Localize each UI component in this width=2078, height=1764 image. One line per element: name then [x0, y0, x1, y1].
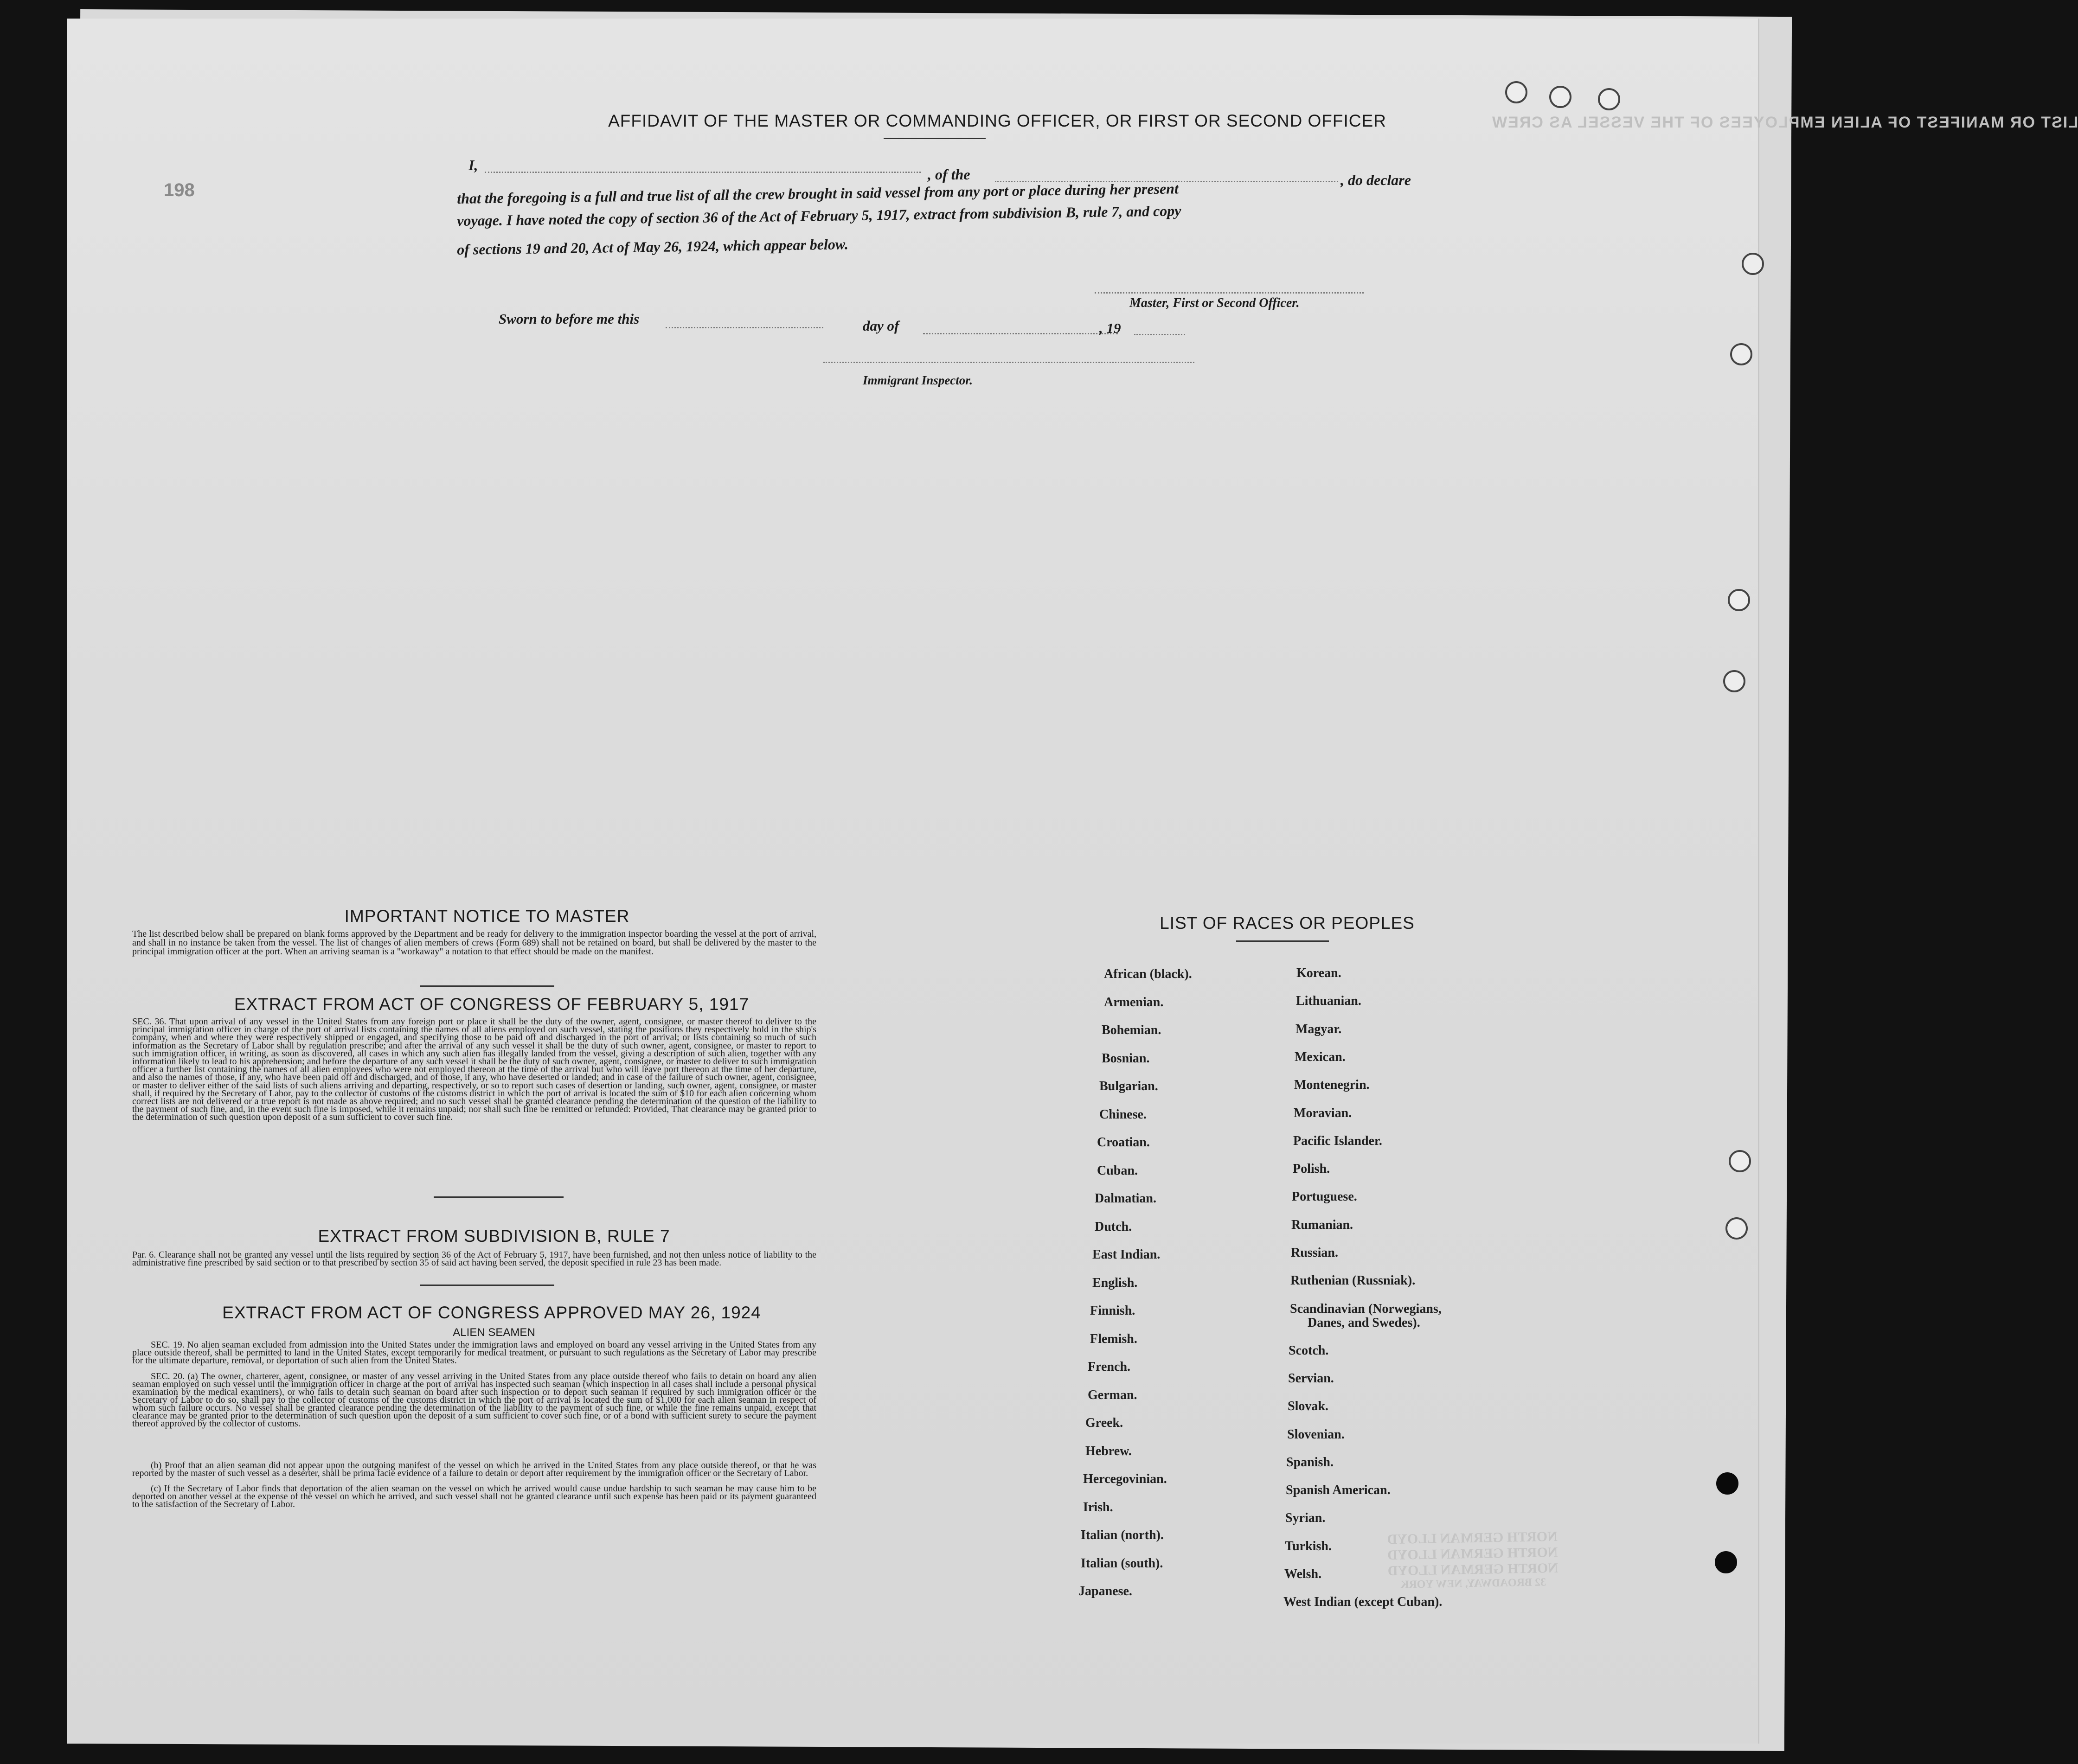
- subdivision-b-title: EXTRACT FROM SUBDIVISION B, RULE 7: [318, 1227, 670, 1246]
- show-through-heading: LIST OR MANIFEST OF ALIEN EMPLOYEES OF THE VESSEL AS CREW: [1491, 114, 2078, 131]
- sworn-month-line[interactable]: [923, 333, 1118, 334]
- document-page: [67, 19, 2078, 1744]
- notice-text: The list described below shall be prepared on blank forms approved by the Department and be ready for delivery to the immigration inspector boarding the vessel at the port of arrival, and shall in no instance be taken from the vessel. The list of changes of alien members of crews (Form 689) shall not be retained on board, but shall be delivered by the master to the principal immigration officer at the port. When an arriving seaman is a "workaway" a notation to that effect should be made on the manifest.: [132, 929, 816, 957]
- section-20b-text: (b) Proof that an alien seaman did not appear upon the outgoing manifest of the vessel on which he arrived in the United States from any place outside thereof, or that he was reported by the master of such vessel as a deserter, shall be prima facie evidence of a failure to detain or deport after requirement by the immigration officer or the Secretary of Labor.: [132, 1460, 816, 1478]
- race-item-left: Finnish.: [1090, 1304, 1135, 1318]
- inspector-signature-line[interactable]: [823, 362, 1194, 363]
- year-prefix: , 19: [1099, 320, 1121, 336]
- punch-hole-4: [1742, 253, 1764, 275]
- master-name-line[interactable]: [485, 172, 921, 173]
- stamp-line-4: 32 BROADWAY, NEW YORK: [1400, 1576, 1546, 1591]
- race-item-left: Japanese.: [1078, 1584, 1132, 1598]
- race-item-right: Slovak.: [1288, 1399, 1328, 1414]
- punch-hole-3: [1598, 88, 1620, 110]
- punch-hole-10: [1716, 1472, 1738, 1495]
- race-item-right: Lithuanian.: [1296, 994, 1361, 1009]
- sworn-before-label: Sworn to before me this: [499, 311, 640, 327]
- race-item-right: Danes, and Swedes).: [1308, 1315, 1420, 1330]
- race-item-left: African (black).: [1104, 967, 1192, 981]
- races-title: LIST OF RACES OR PEOPLES: [1160, 914, 1415, 933]
- alien-seamen-subtitle: ALIEN SEAMEN: [453, 1326, 535, 1339]
- affidavit-line-4: of sections 19 and 20, Act of May 26, 1924, which appear below.: [457, 236, 849, 258]
- section-20a-text: SEC. 20. (a) The owner, charterer, agent, consignee, or master of any vessel arriving in the United States from any place outside thereof who fails to detain on board any alien seaman employed on such vessel until the immigration officer in charge at the port of arrival has inspected such seaman (which inspection in all cases shall include a personal physical examination by the medical examiners), or who fails to detain such seaman on board after such inspection or to deport such seaman if required by such immigration officer or the Secretary of Labor to do so, shall pay to the collector of customs of the customs district in which the port of arrival is located the sum of $1,000 for each alien seaman in respect of whom such failure occurs. No vessel shall be granted clearance pending the determination of the liability to the payment of such fine, or while the fine remains unpaid, except that clearance may be granted prior to the determination of such question upon the deposit of a sum sufficient to cover such fine, or of a bond with sufficient surety to secure the payment thereof approved by the collector of customs.: [132, 1371, 816, 1429]
- race-item-right: Magyar.: [1296, 1022, 1342, 1036]
- punch-hole-2: [1549, 86, 1571, 108]
- punch-hole-1: [1505, 81, 1527, 103]
- race-item-left: Dutch.: [1095, 1219, 1132, 1234]
- race-item-left: Flemish.: [1090, 1331, 1137, 1346]
- margin-mark: 198: [164, 180, 195, 200]
- race-item-left: Irish.: [1083, 1500, 1113, 1515]
- punch-hole-7: [1723, 670, 1745, 692]
- race-item-left: French.: [1088, 1360, 1131, 1374]
- race-item-right: Montenegrin.: [1294, 1078, 1370, 1093]
- extract-1917-text: SEC. 36. That upon arrival of any vessel in the United States from any foreign port or place it shall be the duty of the owner, agent, consignee, or master thereof to deliver to the principal immigration officer in charge of the port of arrival lists containing the names of all aliens employed on such vessel, stating the positions they respectively hold in the ship's company, when and where they were respectively shipped or engaged, and specifying those to be paid off and discharged in the port of arrival; or lists containing so much of such information as the Secretary of Labor shall by regulation prescribe; and after the arrival of any such vessel it shall be the duty of such owner, agent, consignee, or master to report to such immigration officer, in writing, as soon as discovered, all cases in which any such alien has illegally landed from the vessel, giving a description of such alien, together with any information likely to lead to his apprehension; and before the departure of any such vessel it shall be the duty of such owner, agent, consignee, or master to deliver to such immigration officer a further list containing the names of all alien employees who were not employed thereon at the time of the arrival but who will leave port thereon at the time of her departure, and also the names of those, if any, who have been paid off and discharged, and of those, if any, who have deserted or landed; and in case of the failure of such owner, agent, consignee, or master to deliver either of the said lists of such aliens arriving and departing, respectively, or so to report such cases of desertion or landing, such owner, agent, consignee, or master shall, if required by the Secretary of Labor, pay to the collector of customs of the customs district in which the port of arrival is located the sum of $10 for each alien concerning whom correct lists are not delivered or a true report is not made as above required; and no such vessel shall be granted clearance pending the determination of the question of the liability to the payment of such fine, and, in the event such fine is imposed, while it remains unpaid; nor shall such fine be remitted or refunded: Provided, That clearance may be granted prior to the determination of such question upon deposit of a sum sufficient to cover such fine.: [132, 1016, 816, 1123]
- race-item-right: Rumanian.: [1291, 1217, 1353, 1232]
- notice-rule: [420, 985, 554, 987]
- race-item-right: Welsh.: [1284, 1567, 1322, 1581]
- extract-1924-title: EXTRACT FROM ACT OF CONGRESS APPROVED MAY 26, 1924: [222, 1303, 761, 1322]
- race-item-right: Portuguese.: [1292, 1189, 1357, 1204]
- race-item-left: East Indian.: [1092, 1247, 1161, 1262]
- punch-hole-11: [1715, 1551, 1737, 1573]
- race-item-left: Croatian.: [1097, 1135, 1150, 1150]
- race-item-left: Bosnian.: [1102, 1051, 1150, 1066]
- race-item-right: Scandinavian (Norwegians,: [1290, 1301, 1442, 1316]
- race-item-right: Servian.: [1288, 1371, 1334, 1386]
- extract-1917-title: EXTRACT FROM ACT OF CONGRESS OF FEBRUARY 5, 1917: [234, 995, 750, 1014]
- race-item-right: Mexican.: [1295, 1049, 1346, 1064]
- race-item-right: Polish.: [1293, 1162, 1330, 1176]
- race-item-right: Spanish.: [1286, 1455, 1334, 1470]
- race-item-right: Spanish American.: [1286, 1483, 1391, 1498]
- race-item-left: Italian (south).: [1081, 1556, 1163, 1571]
- race-item-right: Moravian.: [1294, 1106, 1352, 1120]
- race-item-left: Bulgarian.: [1099, 1079, 1158, 1093]
- subdivision-b-rule: [420, 1285, 554, 1286]
- race-item-right: Pacific Islander.: [1293, 1133, 1382, 1148]
- shipping-line-stamp: [1352, 1528, 1594, 1592]
- affidavit-line-2: that the foregoing is a full and true list of all the crew brought in said vessel from any port or place during her present: [457, 180, 1179, 207]
- sworn-day-line[interactable]: [666, 327, 823, 328]
- race-item-right: Slovenian.: [1287, 1427, 1345, 1442]
- race-item-right: Scotch.: [1289, 1343, 1329, 1358]
- race-item-right: West Indian (except Cuban).: [1283, 1595, 1443, 1610]
- race-item-left: English.: [1092, 1275, 1138, 1290]
- extract-1917-rule: [434, 1196, 564, 1198]
- inspector-signature-label: Immigrant Inspector.: [863, 373, 973, 387]
- section-19-text: SEC. 19. No alien seaman excluded from admission into the United States under the immigration laws and employed on board any vessel arriving in the United States from any place outside thereof, shall be permitted to land in the United States, except temporarily for medical treatment, or pursuant to such regulations as the Secretary of Labor may prescribe for the ultimate departure, removal, or deportation of such alien from the United States.: [132, 1340, 816, 1366]
- punch-hole-6: [1728, 589, 1750, 611]
- stamp-line-3: NORTH GERMAN LLOYD: [1387, 1560, 1558, 1579]
- race-item-left: Hercegovinian.: [1083, 1472, 1167, 1486]
- section-20c-text: (c) If the Secretary of Labor finds that deportation of the alien seaman on the vessel on which he arrived would cause undue hardship to such seaman he may cause him to be deported on another vessel at the expense of the vessel on which he arrived, and such vessel shall not be granted clearance until such expense has been paid or its payment guaranteed to the satisfaction of the Secretary of Labor.: [132, 1483, 816, 1509]
- officer-signature-label: Master, First or Second Officer.: [1129, 296, 1300, 310]
- affidavit-declare: , do declare: [1340, 172, 1411, 188]
- sworn-year-line[interactable]: [1134, 334, 1185, 335]
- punch-hole-8: [1729, 1150, 1751, 1172]
- race-item-right: Russian.: [1291, 1246, 1338, 1260]
- race-item-left: Italian (north).: [1081, 1528, 1164, 1542]
- stamp-line-1: NORTH GERMAN LLOYD: [1387, 1528, 1558, 1547]
- officer-signature-line[interactable]: [1095, 292, 1364, 294]
- race-item-right: Turkish.: [1285, 1539, 1332, 1553]
- race-item-right: Syrian.: [1285, 1511, 1326, 1526]
- race-item-left: Cuban.: [1097, 1163, 1138, 1178]
- race-item-left: Dalmatian.: [1095, 1191, 1156, 1206]
- affidavit-i: I,: [468, 157, 478, 173]
- affidavit-line-3: voyage. I have noted the copy of section 36 of the Act of February 5, 1917, extract from subdivision B, rule 7, and copy: [457, 202, 1181, 229]
- race-item-left: German.: [1088, 1387, 1137, 1402]
- subdivision-b-text: Par. 6. Clearance shall not be granted any vessel until the lists required by section 36 of the Act of February 5, 1917, have been furnished, and not then unless notice of liability to the administrative fine prescribed by said section or to that prescribed by section 35 of said act having been served, the deposit specified in rule 23 has been made.: [132, 1250, 816, 1268]
- punch-hole-5: [1730, 343, 1752, 365]
- notice-title: IMPORTANT NOTICE TO MASTER: [344, 907, 630, 926]
- race-item-left: Bohemian.: [1102, 1023, 1161, 1037]
- race-item-left: Armenian.: [1104, 995, 1164, 1010]
- affidavit-title-rule: [884, 138, 986, 139]
- affidavit-of-the: , of the: [928, 166, 970, 183]
- day-of-label: day of: [863, 318, 899, 334]
- race-item-left: Greek.: [1085, 1416, 1123, 1430]
- race-item-left: Chinese.: [1099, 1107, 1147, 1122]
- stamp-line-2: NORTH GERMAN LLOYD: [1387, 1544, 1558, 1563]
- affidavit-title: AFFIDAVIT OF THE MASTER OR COMMANDING OFFICER, OR FIRST OR SECOND OFFICER: [608, 111, 1386, 130]
- punch-hole-9: [1725, 1217, 1748, 1240]
- race-item-right: Korean.: [1296, 966, 1341, 980]
- races-title-rule: [1236, 940, 1329, 942]
- race-item-right: Ruthenian (Russniak).: [1290, 1273, 1416, 1288]
- race-item-left: Hebrew.: [1085, 1444, 1132, 1458]
